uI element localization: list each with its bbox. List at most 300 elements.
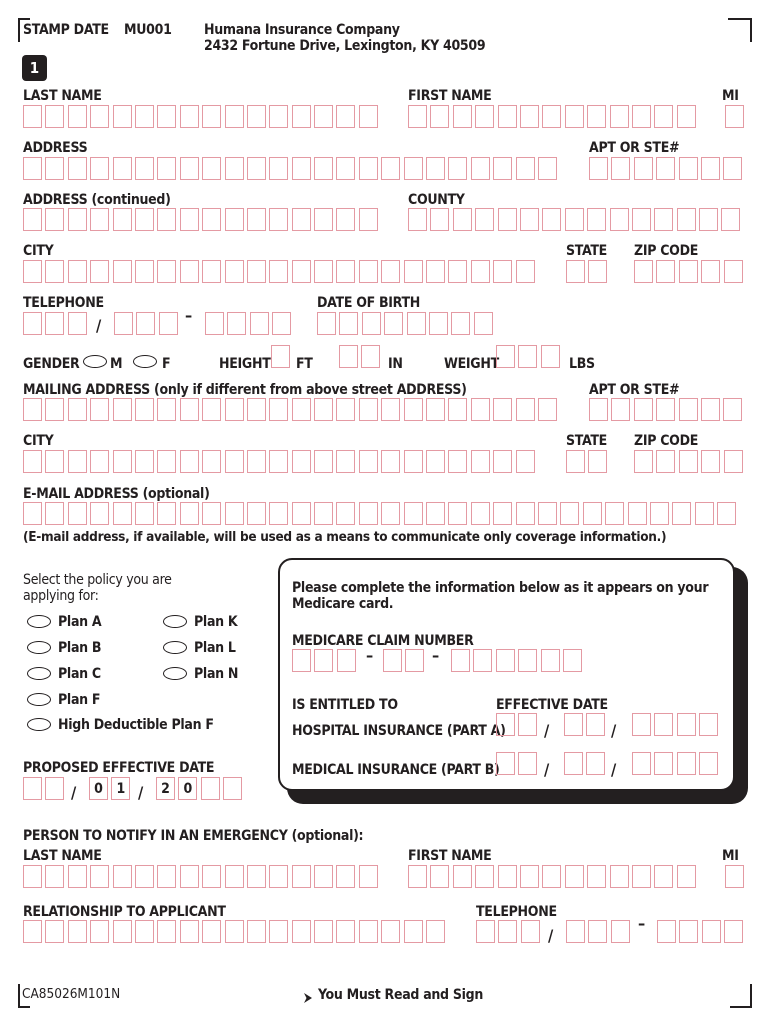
character-box[interactable] bbox=[516, 502, 535, 525]
character-box[interactable] bbox=[588, 920, 607, 943]
character-box[interactable] bbox=[541, 345, 560, 368]
character-box[interactable] bbox=[314, 865, 333, 888]
character-box[interactable] bbox=[493, 502, 512, 525]
character-box[interactable] bbox=[45, 398, 64, 421]
character-box[interactable] bbox=[314, 105, 333, 128]
character-box[interactable] bbox=[202, 865, 221, 888]
character-box[interactable] bbox=[381, 450, 400, 473]
character-box[interactable] bbox=[68, 502, 87, 525]
character-box[interactable] bbox=[314, 208, 333, 231]
character-box[interactable] bbox=[677, 105, 696, 128]
plan-c-radio[interactable] bbox=[27, 667, 51, 680]
part-b-month-field[interactable] bbox=[496, 752, 541, 775]
character-box[interactable] bbox=[225, 157, 244, 180]
character-box[interactable] bbox=[404, 920, 423, 943]
character-box[interactable] bbox=[202, 450, 221, 473]
character-box[interactable] bbox=[677, 752, 696, 775]
character-box[interactable] bbox=[498, 208, 517, 231]
character-box[interactable] bbox=[225, 450, 244, 473]
character-box[interactable] bbox=[337, 649, 356, 672]
character-box[interactable] bbox=[672, 502, 691, 525]
character-box[interactable] bbox=[699, 713, 718, 736]
character-box[interactable] bbox=[269, 398, 288, 421]
plan-f-radio[interactable] bbox=[27, 693, 51, 706]
character-box[interactable] bbox=[336, 157, 355, 180]
character-box[interactable] bbox=[516, 157, 535, 180]
character-box[interactable] bbox=[292, 450, 311, 473]
character-box[interactable] bbox=[157, 450, 176, 473]
proposed-year-digit-4[interactable] bbox=[223, 777, 242, 800]
character-box[interactable] bbox=[136, 312, 155, 335]
character-box[interactable] bbox=[336, 208, 355, 231]
proposed-year-digit-1[interactable]: 2 bbox=[156, 777, 175, 800]
character-box[interactable] bbox=[654, 752, 673, 775]
character-box[interactable] bbox=[471, 398, 490, 421]
character-box[interactable] bbox=[654, 713, 673, 736]
character-box[interactable] bbox=[471, 157, 490, 180]
character-box[interactable] bbox=[430, 865, 449, 888]
character-box[interactable] bbox=[538, 502, 557, 525]
character-box[interactable] bbox=[611, 920, 630, 943]
character-box[interactable] bbox=[135, 865, 154, 888]
character-box[interactable] bbox=[269, 865, 288, 888]
character-box[interactable] bbox=[451, 649, 470, 672]
proposed-year-digit-2[interactable]: 0 bbox=[178, 777, 197, 800]
character-box[interactable] bbox=[632, 105, 651, 128]
character-box[interactable] bbox=[157, 157, 176, 180]
weight-field[interactable] bbox=[496, 345, 563, 368]
character-box[interactable] bbox=[724, 260, 743, 283]
character-box[interactable] bbox=[518, 649, 537, 672]
character-box[interactable] bbox=[542, 208, 561, 231]
character-box[interactable] bbox=[677, 865, 696, 888]
character-box[interactable] bbox=[634, 450, 653, 473]
character-box[interactable] bbox=[474, 312, 493, 335]
character-box[interactable] bbox=[227, 312, 246, 335]
plan-n-radio[interactable] bbox=[163, 667, 187, 680]
character-box[interactable] bbox=[247, 502, 266, 525]
plan-b-radio[interactable] bbox=[27, 641, 51, 654]
character-box[interactable] bbox=[225, 105, 244, 128]
character-box[interactable] bbox=[45, 777, 64, 800]
character-box[interactable] bbox=[225, 865, 244, 888]
character-box[interactable] bbox=[225, 920, 244, 943]
character-box[interactable] bbox=[90, 398, 109, 421]
character-box[interactable] bbox=[451, 312, 470, 335]
character-box[interactable] bbox=[336, 260, 355, 283]
character-box[interactable] bbox=[202, 105, 221, 128]
character-box[interactable] bbox=[471, 502, 490, 525]
character-box[interactable] bbox=[518, 752, 537, 775]
city-field[interactable] bbox=[23, 260, 538, 283]
character-box[interactable] bbox=[384, 312, 403, 335]
emergency-telephone-prefix-field[interactable] bbox=[566, 920, 633, 943]
character-box[interactable] bbox=[180, 208, 199, 231]
character-box[interactable] bbox=[426, 920, 445, 943]
character-box[interactable] bbox=[583, 502, 602, 525]
character-box[interactable] bbox=[589, 398, 608, 421]
character-box[interactable] bbox=[724, 450, 743, 473]
character-box[interactable] bbox=[430, 105, 449, 128]
medicare-claim-part2-field[interactable] bbox=[383, 649, 428, 672]
character-box[interactable] bbox=[68, 208, 87, 231]
part-b-day-field[interactable] bbox=[564, 752, 609, 775]
character-box[interactable] bbox=[628, 502, 647, 525]
mailing-zip-field[interactable] bbox=[634, 450, 746, 473]
character-box[interactable] bbox=[247, 208, 266, 231]
character-box[interactable] bbox=[518, 713, 537, 736]
character-box[interactable] bbox=[565, 865, 584, 888]
character-box[interactable] bbox=[247, 105, 266, 128]
first-name-field[interactable] bbox=[408, 105, 699, 128]
character-box[interactable] bbox=[448, 450, 467, 473]
character-box[interactable] bbox=[23, 920, 42, 943]
character-box[interactable] bbox=[135, 502, 154, 525]
character-box[interactable] bbox=[476, 920, 495, 943]
apt-field[interactable] bbox=[589, 157, 746, 180]
plan-l-radio[interactable] bbox=[163, 641, 187, 654]
medicare-claim-part3-field[interactable] bbox=[451, 649, 585, 672]
character-box[interactable] bbox=[632, 713, 651, 736]
character-box[interactable] bbox=[135, 920, 154, 943]
character-box[interactable] bbox=[113, 208, 132, 231]
proposed-year-digit-3[interactable] bbox=[201, 777, 220, 800]
character-box[interactable] bbox=[587, 208, 606, 231]
character-box[interactable] bbox=[404, 157, 423, 180]
height-feet-field[interactable] bbox=[271, 345, 293, 368]
character-box[interactable] bbox=[157, 208, 176, 231]
character-box[interactable] bbox=[448, 502, 467, 525]
character-box[interactable] bbox=[45, 450, 64, 473]
character-box[interactable] bbox=[45, 208, 64, 231]
plan-k-radio[interactable] bbox=[163, 615, 187, 628]
character-box[interactable] bbox=[475, 208, 494, 231]
character-box[interactable] bbox=[68, 865, 87, 888]
character-box[interactable] bbox=[724, 920, 743, 943]
character-box[interactable] bbox=[426, 260, 445, 283]
character-box[interactable] bbox=[135, 208, 154, 231]
character-box[interactable] bbox=[336, 920, 355, 943]
character-box[interactable] bbox=[68, 260, 87, 283]
character-box[interactable] bbox=[587, 105, 606, 128]
character-box[interactable] bbox=[90, 920, 109, 943]
character-box[interactable] bbox=[135, 260, 154, 283]
character-box[interactable] bbox=[429, 312, 448, 335]
character-box[interactable] bbox=[113, 450, 132, 473]
character-box[interactable] bbox=[292, 649, 311, 672]
character-box[interactable] bbox=[361, 345, 380, 368]
character-box[interactable] bbox=[269, 157, 288, 180]
character-box[interactable] bbox=[271, 345, 290, 368]
character-box[interactable] bbox=[566, 260, 585, 283]
character-box[interactable] bbox=[314, 649, 333, 672]
mailing-address-field[interactable] bbox=[23, 398, 560, 421]
character-box[interactable] bbox=[701, 450, 720, 473]
character-box[interactable] bbox=[656, 260, 675, 283]
character-box[interactable] bbox=[541, 649, 560, 672]
character-box[interactable] bbox=[656, 398, 675, 421]
emergency-telephone-line-field[interactable] bbox=[657, 920, 747, 943]
plan-a-radio[interactable] bbox=[27, 615, 51, 628]
character-box[interactable] bbox=[518, 345, 537, 368]
character-box[interactable] bbox=[68, 920, 87, 943]
character-box[interactable] bbox=[90, 865, 109, 888]
character-box[interactable] bbox=[426, 157, 445, 180]
character-box[interactable] bbox=[292, 502, 311, 525]
character-box[interactable] bbox=[381, 157, 400, 180]
character-box[interactable] bbox=[493, 450, 512, 473]
emergency-first-name-field[interactable] bbox=[408, 865, 699, 888]
character-box[interactable] bbox=[542, 105, 561, 128]
character-box[interactable] bbox=[225, 260, 244, 283]
character-box[interactable] bbox=[45, 312, 64, 335]
character-box[interactable] bbox=[292, 920, 311, 943]
character-box[interactable] bbox=[498, 920, 517, 943]
character-box[interactable] bbox=[45, 157, 64, 180]
character-box[interactable] bbox=[359, 450, 378, 473]
character-box[interactable] bbox=[453, 105, 472, 128]
emergency-mi-field[interactable] bbox=[725, 865, 747, 888]
character-box[interactable] bbox=[202, 157, 221, 180]
character-box[interactable] bbox=[135, 398, 154, 421]
character-box[interactable] bbox=[699, 208, 718, 231]
email-field[interactable] bbox=[23, 502, 740, 525]
character-box[interactable] bbox=[180, 105, 199, 128]
character-box[interactable] bbox=[225, 502, 244, 525]
character-box[interactable] bbox=[587, 865, 606, 888]
character-box[interactable] bbox=[564, 713, 583, 736]
character-box[interactable] bbox=[90, 208, 109, 231]
character-box[interactable] bbox=[180, 260, 199, 283]
character-box[interactable] bbox=[473, 649, 492, 672]
character-box[interactable] bbox=[717, 502, 736, 525]
character-box[interactable] bbox=[407, 312, 426, 335]
character-box[interactable] bbox=[493, 398, 512, 421]
character-box[interactable] bbox=[679, 157, 698, 180]
character-box[interactable] bbox=[632, 865, 651, 888]
character-box[interactable] bbox=[180, 398, 199, 421]
character-box[interactable] bbox=[657, 920, 676, 943]
character-box[interactable] bbox=[292, 865, 311, 888]
character-box[interactable] bbox=[520, 208, 539, 231]
character-box[interactable] bbox=[723, 157, 742, 180]
proposed-day-field[interactable] bbox=[89, 777, 134, 800]
character-box[interactable] bbox=[45, 502, 64, 525]
character-box[interactable] bbox=[516, 450, 535, 473]
character-box[interactable] bbox=[381, 398, 400, 421]
character-box[interactable] bbox=[113, 920, 132, 943]
character-box[interactable] bbox=[610, 208, 629, 231]
character-box[interactable] bbox=[202, 208, 221, 231]
character-box[interactable] bbox=[496, 345, 515, 368]
character-box[interactable] bbox=[498, 105, 517, 128]
character-box[interactable] bbox=[471, 260, 490, 283]
character-box[interactable] bbox=[453, 865, 472, 888]
character-box[interactable] bbox=[516, 260, 535, 283]
character-box[interactable] bbox=[542, 865, 561, 888]
character-box[interactable] bbox=[471, 450, 490, 473]
character-box[interactable] bbox=[359, 865, 378, 888]
character-box[interactable] bbox=[408, 105, 427, 128]
character-box[interactable] bbox=[656, 157, 675, 180]
character-box[interactable] bbox=[408, 208, 427, 231]
character-box[interactable] bbox=[430, 208, 449, 231]
part-a-day-field[interactable] bbox=[564, 713, 609, 736]
character-box[interactable] bbox=[493, 260, 512, 283]
character-box[interactable] bbox=[408, 865, 427, 888]
character-box[interactable] bbox=[654, 105, 673, 128]
character-box[interactable] bbox=[560, 502, 579, 525]
character-box[interactable] bbox=[496, 649, 515, 672]
character-box[interactable] bbox=[23, 450, 42, 473]
character-box[interactable] bbox=[404, 502, 423, 525]
character-box[interactable] bbox=[359, 260, 378, 283]
character-box[interactable] bbox=[336, 450, 355, 473]
character-box[interactable] bbox=[632, 208, 651, 231]
character-box[interactable] bbox=[426, 398, 445, 421]
character-box[interactable] bbox=[157, 920, 176, 943]
character-box[interactable] bbox=[90, 450, 109, 473]
character-box[interactable] bbox=[68, 105, 87, 128]
character-box[interactable] bbox=[23, 260, 42, 283]
telephone-prefix-field[interactable] bbox=[114, 312, 181, 335]
character-box[interactable] bbox=[588, 450, 607, 473]
character-box[interactable] bbox=[113, 105, 132, 128]
character-box[interactable] bbox=[113, 398, 132, 421]
character-box[interactable] bbox=[180, 502, 199, 525]
character-box[interactable] bbox=[520, 105, 539, 128]
character-box[interactable] bbox=[448, 398, 467, 421]
proposed-month-field[interactable] bbox=[23, 777, 68, 800]
character-box[interactable] bbox=[314, 260, 333, 283]
character-box[interactable] bbox=[381, 502, 400, 525]
mailing-city-field[interactable] bbox=[23, 450, 538, 473]
character-box[interactable] bbox=[721, 208, 740, 231]
mi-field[interactable] bbox=[725, 105, 747, 128]
character-box[interactable] bbox=[292, 398, 311, 421]
part-a-year-field[interactable] bbox=[632, 713, 722, 736]
character-box[interactable] bbox=[336, 865, 355, 888]
character-box[interactable] bbox=[725, 865, 744, 888]
character-box[interactable] bbox=[405, 649, 424, 672]
character-box[interactable] bbox=[247, 398, 266, 421]
mailing-state-field[interactable] bbox=[566, 450, 611, 473]
address-continued-field[interactable] bbox=[23, 208, 381, 231]
character-box[interactable] bbox=[566, 450, 585, 473]
character-box[interactable] bbox=[339, 312, 358, 335]
character-box[interactable] bbox=[359, 398, 378, 421]
character-box[interactable] bbox=[314, 502, 333, 525]
proposed-year-field[interactable] bbox=[156, 777, 246, 800]
character-box[interactable] bbox=[634, 260, 653, 283]
character-box[interactable] bbox=[589, 157, 608, 180]
character-box[interactable] bbox=[339, 345, 358, 368]
character-box[interactable] bbox=[538, 398, 557, 421]
gender-female-radio[interactable] bbox=[133, 355, 157, 368]
character-box[interactable] bbox=[269, 920, 288, 943]
character-box[interactable] bbox=[362, 312, 381, 335]
character-box[interactable] bbox=[610, 865, 629, 888]
character-box[interactable] bbox=[135, 450, 154, 473]
character-box[interactable] bbox=[113, 260, 132, 283]
character-box[interactable] bbox=[135, 105, 154, 128]
character-box[interactable] bbox=[113, 502, 132, 525]
character-box[interactable] bbox=[157, 398, 176, 421]
character-box[interactable] bbox=[701, 260, 720, 283]
character-box[interactable] bbox=[247, 920, 266, 943]
character-box[interactable] bbox=[448, 260, 467, 283]
character-box[interactable] bbox=[610, 105, 629, 128]
character-box[interactable] bbox=[336, 398, 355, 421]
character-box[interactable] bbox=[723, 398, 742, 421]
character-box[interactable] bbox=[516, 398, 535, 421]
proposed-day-digit-2[interactable]: 1 bbox=[111, 777, 130, 800]
character-box[interactable] bbox=[679, 450, 698, 473]
character-box[interactable] bbox=[314, 920, 333, 943]
character-box[interactable] bbox=[498, 865, 517, 888]
character-box[interactable] bbox=[68, 157, 87, 180]
character-box[interactable] bbox=[404, 260, 423, 283]
character-box[interactable] bbox=[632, 752, 651, 775]
character-box[interactable] bbox=[453, 208, 472, 231]
height-inches-field[interactable] bbox=[339, 345, 384, 368]
character-box[interactable] bbox=[677, 713, 696, 736]
character-box[interactable] bbox=[565, 208, 584, 231]
character-box[interactable] bbox=[247, 260, 266, 283]
character-box[interactable] bbox=[611, 398, 630, 421]
character-box[interactable] bbox=[157, 260, 176, 283]
character-box[interactable] bbox=[679, 260, 698, 283]
medicare-claim-part1-field[interactable] bbox=[292, 649, 359, 672]
character-box[interactable] bbox=[679, 398, 698, 421]
high-deductible-plan-f-radio[interactable] bbox=[27, 718, 51, 731]
relationship-field[interactable] bbox=[23, 920, 448, 943]
character-box[interactable] bbox=[359, 502, 378, 525]
character-box[interactable] bbox=[23, 312, 42, 335]
character-box[interactable] bbox=[68, 450, 87, 473]
character-box[interactable] bbox=[605, 502, 624, 525]
character-box[interactable] bbox=[359, 157, 378, 180]
character-box[interactable] bbox=[157, 502, 176, 525]
county-field[interactable] bbox=[408, 208, 744, 231]
character-box[interactable] bbox=[247, 865, 266, 888]
character-box[interactable] bbox=[292, 157, 311, 180]
telephone-area-code-field[interactable] bbox=[23, 312, 90, 335]
character-box[interactable] bbox=[247, 450, 266, 473]
character-box[interactable] bbox=[611, 157, 630, 180]
telephone-line-field[interactable] bbox=[205, 312, 295, 335]
character-box[interactable] bbox=[292, 208, 311, 231]
character-box[interactable] bbox=[314, 450, 333, 473]
character-box[interactable] bbox=[23, 865, 42, 888]
character-box[interactable] bbox=[159, 312, 178, 335]
character-box[interactable] bbox=[588, 260, 607, 283]
character-box[interactable] bbox=[336, 105, 355, 128]
date-of-birth-field[interactable] bbox=[317, 312, 496, 335]
character-box[interactable] bbox=[404, 450, 423, 473]
character-box[interactable] bbox=[113, 865, 132, 888]
character-box[interactable] bbox=[68, 312, 87, 335]
proposed-day-digit-1[interactable]: 0 bbox=[89, 777, 108, 800]
character-box[interactable] bbox=[565, 105, 584, 128]
character-box[interactable] bbox=[157, 105, 176, 128]
character-box[interactable] bbox=[180, 450, 199, 473]
character-box[interactable] bbox=[45, 865, 64, 888]
last-name-field[interactable] bbox=[23, 105, 381, 128]
character-box[interactable] bbox=[404, 398, 423, 421]
character-box[interactable] bbox=[269, 105, 288, 128]
character-box[interactable] bbox=[538, 157, 557, 180]
